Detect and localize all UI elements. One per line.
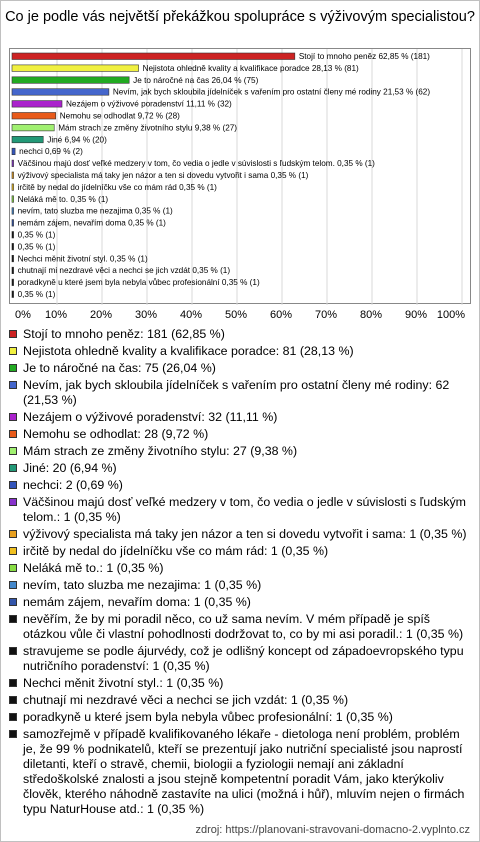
legend-label: Je to náročné na čas: 75 (26,04 %) xyxy=(23,361,216,375)
bar-12[interactable] xyxy=(12,196,14,203)
legend-swatch xyxy=(9,347,17,355)
legend-swatch xyxy=(9,581,17,589)
x-tick-label-2: 20% xyxy=(89,309,113,321)
legend-item xyxy=(8,676,474,691)
legend-item xyxy=(8,612,474,642)
bar-0[interactable] xyxy=(12,53,295,60)
legend-label: irčitě by nedal do jídelníčku vše co mám rád: 1 (0,35 %) xyxy=(23,544,329,558)
legend-swatch xyxy=(9,696,17,704)
bar-2[interactable] xyxy=(12,77,129,84)
bar-1[interactable] xyxy=(12,65,139,72)
legend-swatch xyxy=(9,598,17,606)
bar-4[interactable] xyxy=(12,101,62,108)
bar-label-12: Neláká mě to. 0,35 % (1) xyxy=(17,194,109,204)
bar-7[interactable] xyxy=(12,136,43,143)
legend-label: Nemohu se odhodlat: 28 (9,72 %) xyxy=(23,427,209,441)
bar-chart xyxy=(10,49,472,305)
legend-item xyxy=(8,727,474,817)
legend-item xyxy=(8,444,474,459)
legend-item xyxy=(8,527,474,542)
legend-swatch xyxy=(9,679,17,687)
legend-swatch xyxy=(9,481,17,489)
legend-swatch xyxy=(9,615,17,623)
legend-label: Väčšinou majú dosť veľké medzery v tom, čo vedia o jedle v súvislosti s ľudským telom.: 1 (0,35 %) xyxy=(23,495,466,524)
legend-item xyxy=(8,644,474,674)
legend-label: Stojí to mnoho peněz: 181 (62,85 %) xyxy=(23,327,225,341)
bar-label-5: Nemohu se odhodlat 9,72 % (28) xyxy=(59,111,180,121)
legend-item xyxy=(8,378,474,408)
legend-swatch xyxy=(9,530,17,538)
legend-label: Nejistota ohledně kvality a kvalifikace poradce: 81 (28,13 %) xyxy=(23,344,354,358)
bar-15[interactable] xyxy=(12,232,14,239)
bar-label-19: poradkyně u které jsem byla nebyla vůbec profesionální 0,35 % (1) xyxy=(17,278,260,288)
legend-label: samozřejmě v případě kvalifikovaného lékaře - dietologa není problém, problém je, že 99 % podnikatelů, kteří se prezentují jako nutriční specialisté jsou naprostí diletanti, kteří o stravě, chemii, biologii a fyziologii nemají ani základní středoškolské znalosti a jsou stejně kompetentní poradit Vám, jako kterýkoliv člověk, kterého náhodně zastavíte na ulici (možná i hůř), mluvím nejen o firmách typu NaturHouse atd.: 1 (0,35 %) xyxy=(23,727,465,816)
bar-6[interactable] xyxy=(12,124,54,130)
legend-label: stravujeme se podle ájurvédy, což je odlišný koncept od západoevropského typu nutričního poradenství: 1 (0,35 %) xyxy=(23,644,464,673)
legend-item xyxy=(8,595,474,610)
bar-label-14: nemám zájem, nevařím doma 0,35 % (1) xyxy=(17,218,166,228)
bar-9[interactable] xyxy=(12,160,14,167)
bar-label-17: Nechci měnit životní styl. 0,35 % (1) xyxy=(17,254,148,264)
source-footer: zdroj: https://planovani-stravovani-domacno-2.vyplnto.cz xyxy=(195,824,470,836)
x-tick-label-7: 70% xyxy=(314,309,338,321)
legend-item xyxy=(8,361,474,376)
legend-label: Nezájem o výživové poradenství: 32 (11,11 %) xyxy=(23,410,278,424)
bar-3[interactable] xyxy=(12,89,109,96)
legend-swatch xyxy=(9,381,17,389)
legend-label: poradkyně u které jsem byla nebyla vůbec profesionální: 1 (0,35 %) xyxy=(23,710,393,724)
legend-label: chutnají mi nezdravé věci a nechci se jich vzdát: 1 (0,35 %) xyxy=(23,693,349,707)
bar-label-10: výživový specialista má taky jen názor a ten si dovedu vytvořit i sama 0,35 % (1) xyxy=(17,171,309,180)
legend-label: nechci: 2 (0,69 %) xyxy=(23,478,123,492)
legend-item xyxy=(8,410,474,425)
bar-14[interactable] xyxy=(12,220,14,227)
legend-swatch xyxy=(9,330,17,338)
legend-swatch xyxy=(9,730,17,738)
bar-label-1: Nejistota ohledně kvality a kvalifikace poradce 28,13 % (81) xyxy=(142,63,359,73)
bar-label-8: nechci 0,69 % (2) xyxy=(19,147,83,157)
legend-item xyxy=(8,578,474,593)
bar-11[interactable] xyxy=(12,184,14,191)
bar-label-15: 0,35 % (1) xyxy=(17,230,56,240)
bar-label-18: chutnají mi nezdravé věci a nechci se jich vzdát 0,35 % (1) xyxy=(17,266,231,276)
bar-5[interactable] xyxy=(12,113,56,120)
legend-label: Neláká mě to.: 1 (0,35 %) xyxy=(23,561,164,575)
legend-item xyxy=(8,461,474,476)
legend-item xyxy=(8,478,474,493)
bar-16[interactable] xyxy=(12,243,14,250)
bar-label-11: irčitě by nedal do jídelníčku vše co mám rád 0,35 % (1) xyxy=(17,182,217,192)
x-tick-label-1: 10% xyxy=(44,309,68,321)
bar-13[interactable] xyxy=(12,208,14,215)
legend-swatch xyxy=(9,464,17,472)
legend-item xyxy=(8,327,474,342)
bar-label-3: Nevím, jak bych skloubila jídelníček s vařením pro ostatní členy mé rodiny 21,53 % (62) xyxy=(112,87,431,97)
x-tick-label-6: 60% xyxy=(269,309,293,321)
bar-label-16: 0,35 % (1) xyxy=(17,242,56,252)
legend-label: Nevím, jak bych skloubila jídelníček s vařením pro ostatní členy mé rodiny: 62 (21,53 %) xyxy=(23,378,450,407)
bar-label-20: 0,35 % (1) xyxy=(17,290,56,299)
x-tick-label-10: 100% xyxy=(436,309,466,321)
legend xyxy=(8,327,474,819)
bar-label-2: Je to náročné na čas 26,04 % (75) xyxy=(133,75,259,85)
bar-17[interactable] xyxy=(12,255,14,261)
legend-item xyxy=(8,495,474,525)
legend-swatch xyxy=(9,413,17,421)
legend-label: Nechci měnit životní styl.: 1 (0,35 %) xyxy=(23,676,224,690)
bar-label-6: Mám strach ze změny životního stylu 9,38 % (27) xyxy=(58,123,238,133)
legend-swatch xyxy=(9,647,17,655)
legend-label: nevím, tato sluzba me nezajima: 1 (0,35 %) xyxy=(23,578,262,592)
legend-swatch xyxy=(9,713,17,721)
legend-swatch xyxy=(9,564,17,572)
legend-item xyxy=(8,693,474,708)
x-tick-label-4: 40% xyxy=(179,309,203,321)
bar-18[interactable] xyxy=(12,267,14,274)
legend-label: Mám strach ze změny životního stylu: 27 (9,38 %) xyxy=(23,444,298,458)
bar-10[interactable] xyxy=(12,172,14,179)
legend-swatch xyxy=(9,547,17,555)
bar-label-7: Jiné 6,94 % (20) xyxy=(47,135,107,145)
bar-20[interactable] xyxy=(12,291,14,298)
legend-swatch xyxy=(9,364,17,372)
legend-label: Jiné: 20 (6,94 %) xyxy=(23,461,117,475)
x-tick-label-5: 50% xyxy=(224,309,248,321)
chart-title: Co je podle vás největší překážkou spolupráce s výživovým specialistou? xyxy=(5,9,475,25)
legend-label: výživový specialista má taky jen názor a ten si dovedu vytvořit i sama: 1 (0,35 %) xyxy=(23,527,467,541)
legend-swatch xyxy=(9,447,17,455)
legend-item xyxy=(8,710,474,725)
legend-swatch xyxy=(9,430,17,438)
x-tick-label-3: 30% xyxy=(134,309,158,321)
bar-label-0: Stojí to mnoho peněz 62,85 % (181) xyxy=(298,52,430,61)
bar-label-4: Nezájem o výživové poradenství 11,11 % (32) xyxy=(65,99,232,109)
bar-8[interactable] xyxy=(12,148,15,155)
x-tick-label-8: 80% xyxy=(359,309,383,321)
legend-item xyxy=(8,427,474,442)
legend-label: nemám zájem, nevařím doma: 1 (0,35 %) xyxy=(23,595,251,609)
bar-19[interactable] xyxy=(12,279,14,286)
legend-label: nevěřím, že by mi poradil něco, co už sama nevím. V mém případě je spíš otázkou vůle či vlastní pohodlnosti dodržovat to, co by mi asi poradil.: 1 (0,35 %) xyxy=(23,612,464,641)
plot-area xyxy=(9,48,471,304)
bar-label-13: nevím, tato sluzba me nezajima 0,35 % (1) xyxy=(17,206,173,216)
legend-swatch xyxy=(9,498,17,506)
x-tick-label-0: 0% xyxy=(15,309,31,321)
legend-item xyxy=(8,561,474,576)
bar-label-9: Väčšinou majú dosť veľké medzery v tom, čo vedia o jedle v súvislosti s ľudským telom. 0,35 % (1) xyxy=(17,159,375,169)
legend-item xyxy=(8,344,474,359)
x-tick-label-9: 90% xyxy=(404,309,428,321)
legend-item xyxy=(8,544,474,559)
